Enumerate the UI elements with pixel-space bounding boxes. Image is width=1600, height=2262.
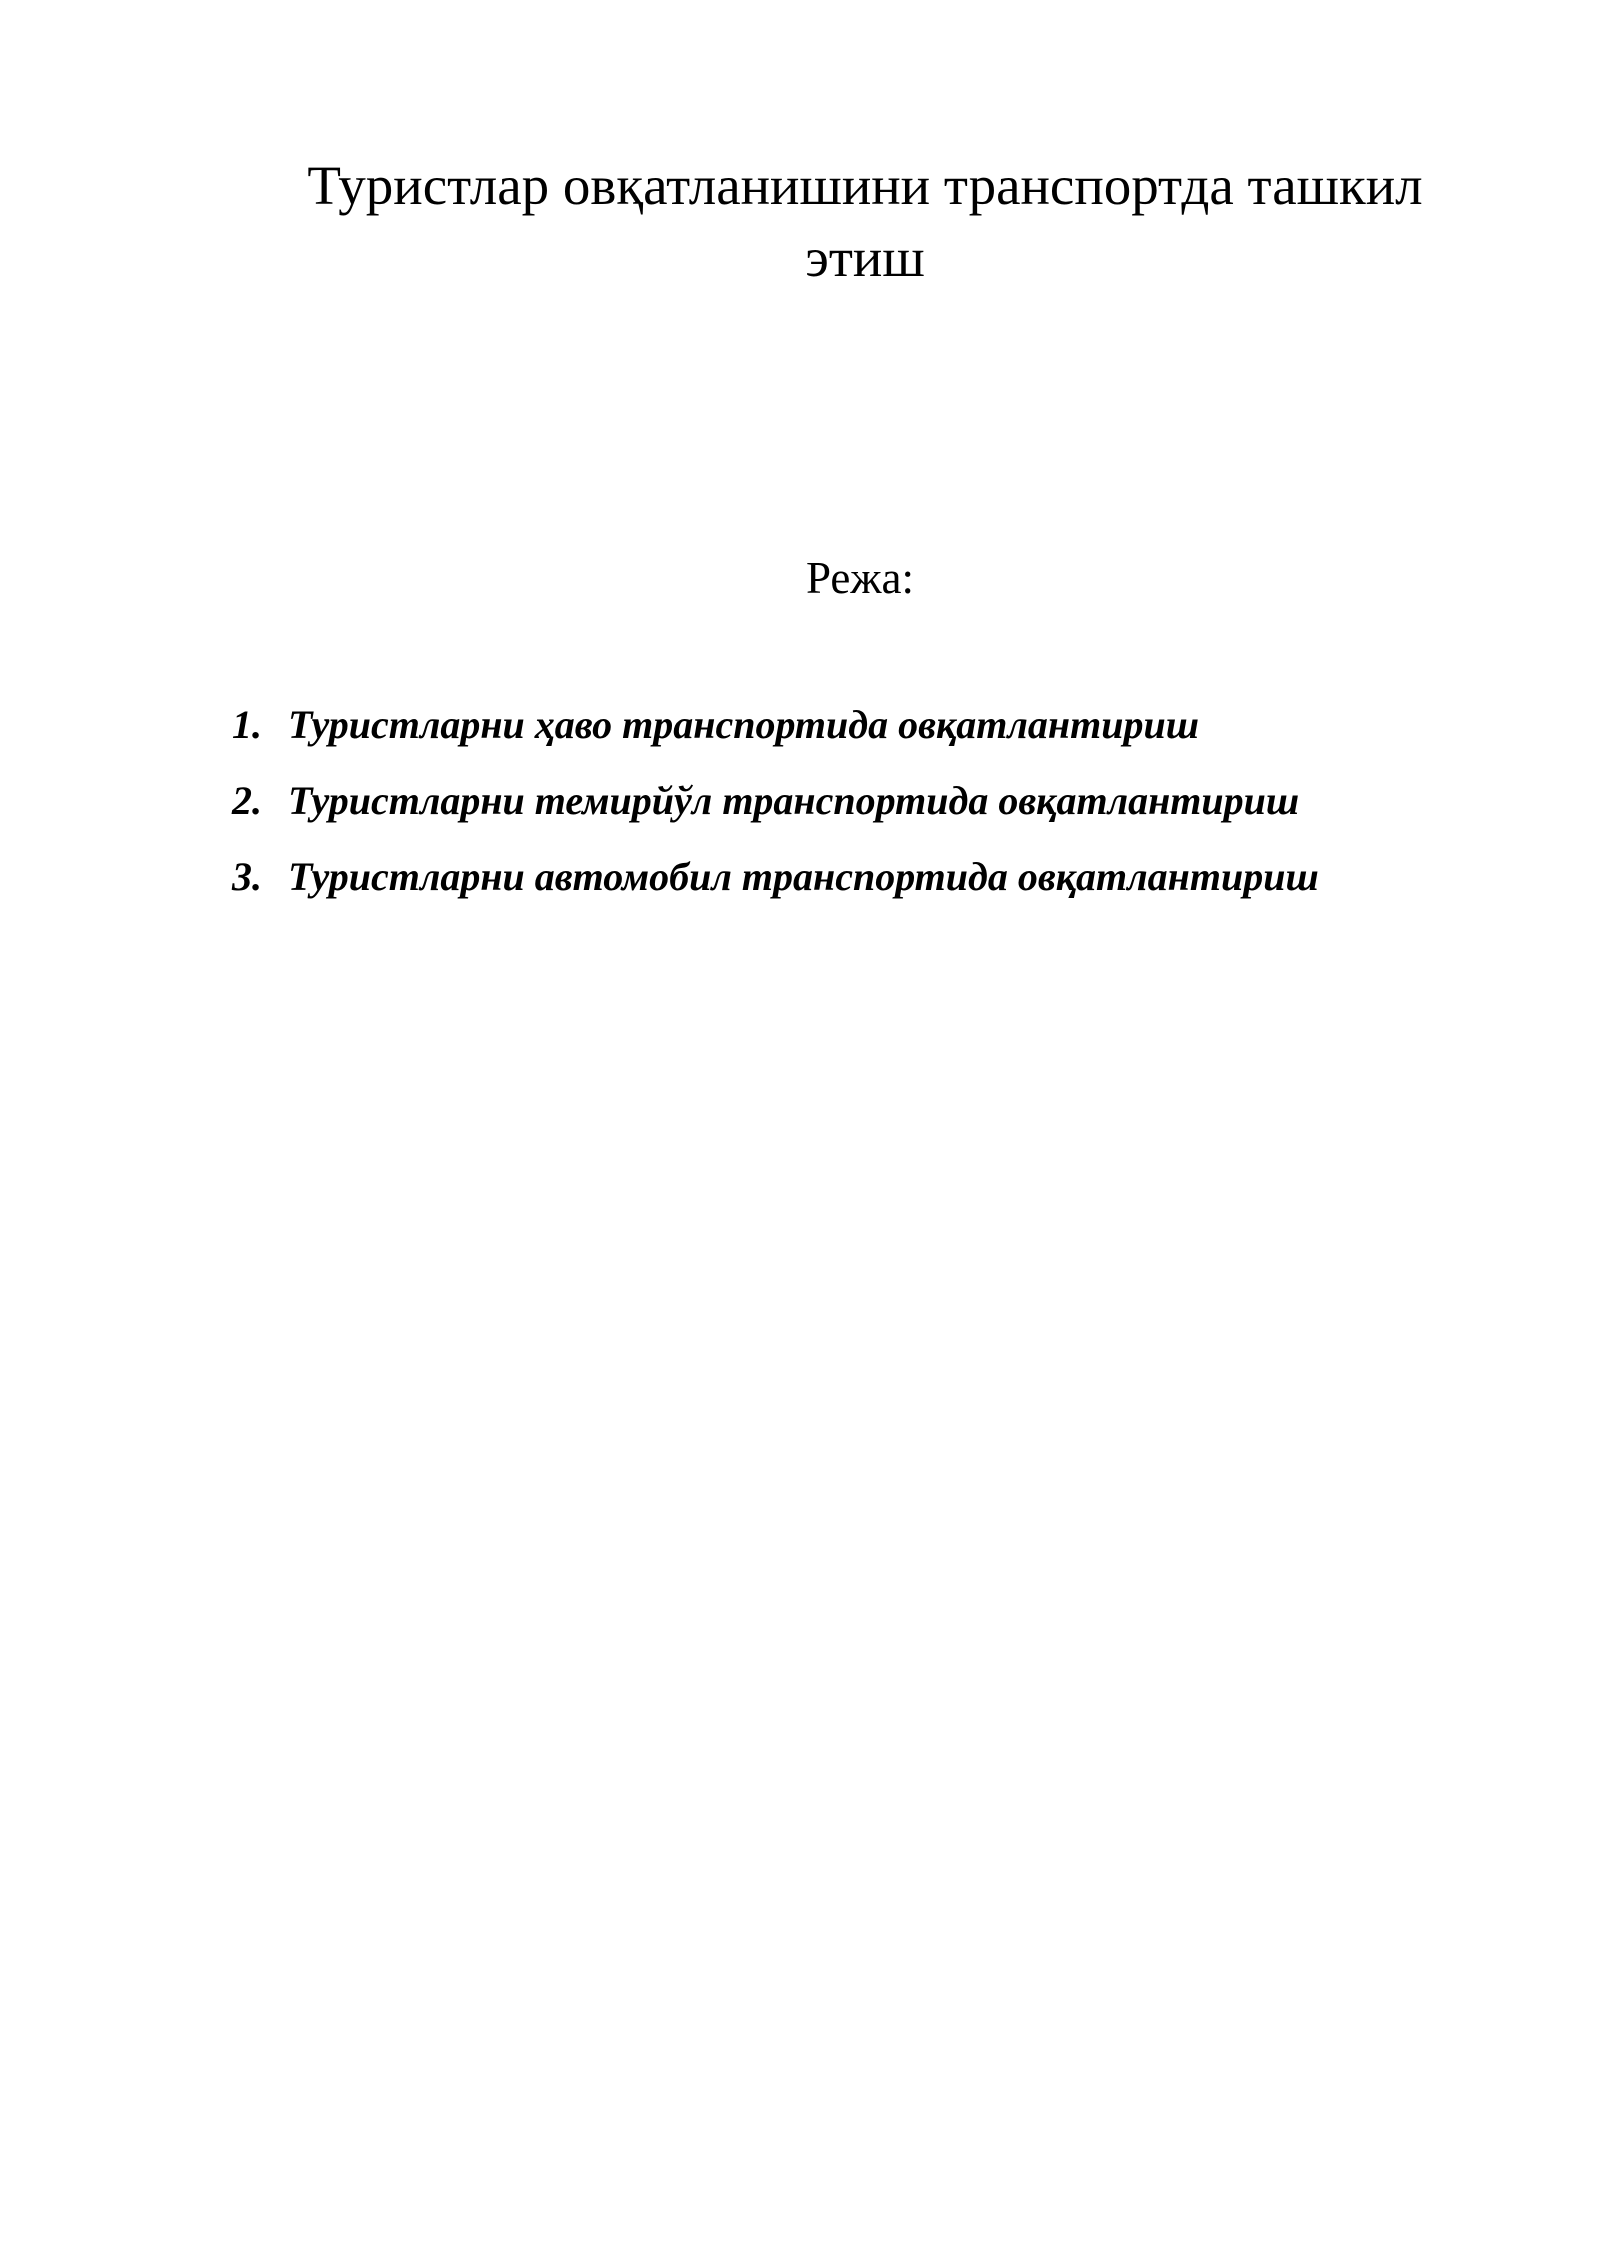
plan-item xyxy=(232,847,1319,923)
plan-item-number: 3. xyxy=(232,854,262,899)
document-title: Туристлар овқатланишини транспортда ташкил этиш xyxy=(307,155,1423,288)
plan-item-text: Туристларни ҳаво транспортида овқатлантириш xyxy=(288,702,1200,747)
plan-item-text: Туристларни автомобил транспортида овқатлантириш xyxy=(288,854,1319,899)
plan-item xyxy=(232,695,1319,771)
plan-item xyxy=(232,771,1319,847)
plan-heading: Режа: xyxy=(806,553,914,603)
plan-item-text: Туристларни темирйўл транспортида овқатлантириш xyxy=(288,778,1300,823)
plan-item-number: 2. xyxy=(232,778,262,823)
plan-list xyxy=(232,695,1319,923)
plan-item-number: 1. xyxy=(232,702,262,747)
